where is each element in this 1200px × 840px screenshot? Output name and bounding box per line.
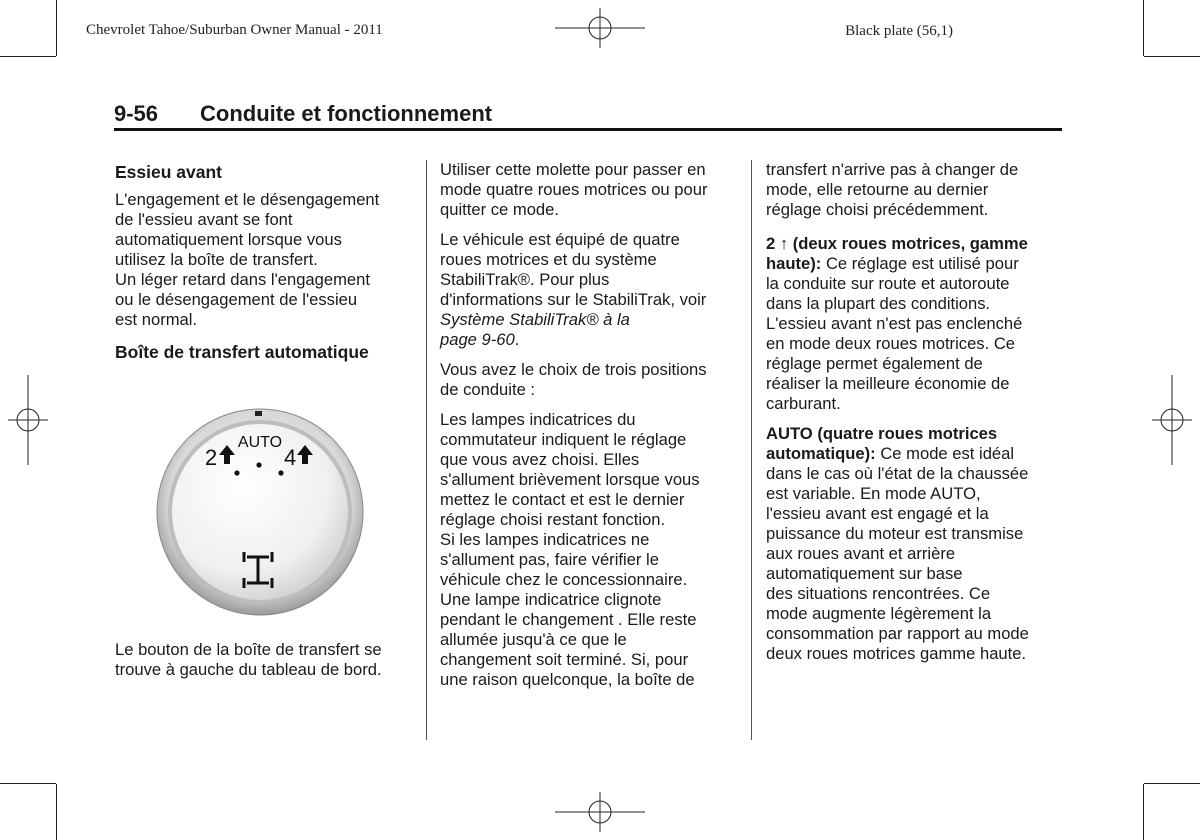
- text-line: consommation par rapport au mode: [766, 624, 1029, 643]
- column-1-bottom: [115, 640, 415, 680]
- text-line: changement soit terminé. Si, pour: [440, 650, 689, 669]
- text-line: la conduite sur route et autoroute: [766, 274, 1010, 293]
- paragraph: [766, 424, 1066, 664]
- paragraph: [440, 160, 740, 220]
- text-line: commutateur indiquent le réglage: [440, 430, 687, 449]
- paragraph: [115, 190, 415, 330]
- text-line: de conduite :: [440, 380, 536, 399]
- paragraph: [766, 160, 1066, 220]
- text-line: réglage permet également de: [766, 354, 983, 373]
- plate-label: Black plate (56,1): [845, 23, 953, 39]
- text-line: est variable. En mode AUTO,: [766, 484, 981, 503]
- text-line: allumée jusqu'à ce que le: [440, 630, 627, 649]
- text-line: réglage choisi restant fonction.: [440, 510, 666, 529]
- text-line: de l'essieu avant se font: [115, 210, 293, 229]
- text-line: transfert n'arrive pas à changer de: [766, 160, 1019, 179]
- text-line: des situations rencontrées. Ce: [766, 584, 991, 603]
- text-line: véhicule chez le concessionnaire.: [440, 570, 688, 589]
- text-line: mettez le contact et est le dernier: [440, 490, 685, 509]
- text-line: mode augmente légèrement la: [766, 604, 992, 623]
- text-line: Si les lampes indicatrices ne: [440, 530, 650, 549]
- page-number: 9-56: [114, 101, 159, 126]
- text-line: quitter ce mode.: [440, 200, 559, 219]
- term-two-wheel-high: 2 ↑ (deux roues motrices, gamme: [766, 234, 1028, 253]
- text-line: est normal.: [115, 310, 198, 329]
- registration-mark-right: [1152, 375, 1192, 465]
- text-line: Le véhicule est équipé de quatre: [440, 230, 680, 249]
- text-line: réaliser la meilleure économie de: [766, 374, 1010, 393]
- cross-reference-page[interactable]: page 9‑60: [440, 330, 515, 349]
- crop-mark: [1144, 783, 1200, 784]
- text-line: deux roues motrices gamme haute.: [766, 644, 1027, 663]
- paragraph: [440, 410, 740, 690]
- text-line: Le bouton de la boîte de transfert se: [115, 640, 382, 659]
- text-line: d'informations sur le StabiliTrak, voir: [440, 290, 707, 309]
- text-line: roues motrices et du système: [440, 250, 657, 269]
- heading-essieu-avant: Essieu avant: [115, 162, 222, 182]
- paragraph: [766, 234, 1066, 414]
- text-line: Ce réglage est utilisé pour: [825, 254, 1019, 273]
- text-line: carburant.: [766, 394, 841, 413]
- text-line: automatiquement sur base: [766, 564, 963, 583]
- crop-mark: [1143, 784, 1144, 840]
- text-line: Les lampes indicatrices du: [440, 410, 636, 429]
- dial-four-label: 4: [284, 445, 297, 470]
- indicator-dot: [278, 470, 283, 475]
- text-line: Vous avez le choix de trois positions: [440, 360, 707, 379]
- column-3: [766, 160, 1066, 664]
- text-line: réglage choisi précédemment.: [766, 200, 989, 219]
- text-line: automatiquement lorsque vous: [115, 230, 342, 249]
- title-rule: [114, 128, 1062, 131]
- text-line: s'allument brièvement lorsque vous: [440, 470, 700, 489]
- text-line: puissance du moteur est transmise: [766, 524, 1024, 543]
- text-line: mode, elle retourne au dernier: [766, 180, 989, 199]
- term-label: haute):: [766, 254, 822, 273]
- text-line: ou le désengagement de l'essieu: [115, 290, 358, 309]
- crop-mark: [0, 783, 56, 784]
- crop-mark: [56, 784, 57, 840]
- text-period: .: [514, 330, 520, 349]
- text-line: l'essieu avant est engagé et la: [766, 504, 989, 523]
- crop-mark: [1143, 0, 1144, 56]
- text-line: dans la plupart des conditions.: [766, 294, 991, 313]
- text-line: que vous avez choisi. Elles: [440, 450, 640, 469]
- column-divider: [751, 160, 752, 740]
- column-2: [440, 160, 740, 690]
- term-auto: AUTO (quatre roues motrices: [766, 424, 998, 443]
- indicator-dot: [256, 462, 261, 467]
- indicator-dot: [234, 470, 239, 475]
- text-line: aux roues avant et arrière: [766, 544, 956, 563]
- text-line: utilisez la boîte de transfert.: [115, 250, 318, 269]
- text-line: L'essieu avant n'est pas enclenché: [766, 314, 1023, 333]
- paragraph: [440, 230, 740, 350]
- registration-mark-top: [555, 8, 645, 48]
- crop-mark: [0, 56, 56, 57]
- text-line: Un léger retard dans l'engagement: [115, 270, 370, 289]
- text-line: pendant le changement . Elle reste: [440, 610, 697, 629]
- heading-boite-transfert: Boîte de transfert automatique: [115, 342, 369, 362]
- text-line: en mode deux roues motrices. Ce: [766, 334, 1016, 353]
- text-line: Utiliser cette molette pour passer en: [440, 160, 706, 179]
- section-title: Conduite et fonctionnement: [200, 101, 493, 126]
- text-line: une raison quelconque, la boîte de: [440, 670, 695, 689]
- running-header-title: Chevrolet Tahoe/Suburban Owner Manual - 2011: [86, 22, 383, 38]
- crop-mark: [56, 0, 57, 56]
- text-line: mode quatre roues motrices ou pour: [440, 180, 708, 199]
- text-line: trouve à gauche du tableau de bord.: [115, 660, 382, 679]
- paragraph: [440, 360, 740, 400]
- term-label: automatique):: [766, 444, 876, 463]
- text-line: L'engagement et le désengagement: [115, 190, 380, 209]
- registration-mark-left: [8, 375, 48, 465]
- registration-mark-bottom: [555, 792, 645, 832]
- cross-reference[interactable]: Système StabiliTrak® à la: [440, 310, 630, 329]
- dial-auto-label: AUTO: [237, 434, 283, 451]
- column-divider: [426, 160, 427, 740]
- text-line: Une lampe indicatrice clignote: [440, 590, 662, 609]
- transfer-case-dial-illustration: [155, 407, 365, 617]
- crop-mark: [1144, 56, 1200, 57]
- text-line: Ce mode est idéal: [880, 444, 1015, 463]
- dial-two-label: 2: [205, 445, 218, 470]
- column-1: [115, 160, 415, 362]
- text-line: StabiliTrak®. Pour plus: [440, 270, 610, 289]
- text-line: dans le cas où l'état de la chaussée: [766, 464, 1029, 483]
- text-line: s'allument pas, faire vérifier le: [440, 550, 659, 569]
